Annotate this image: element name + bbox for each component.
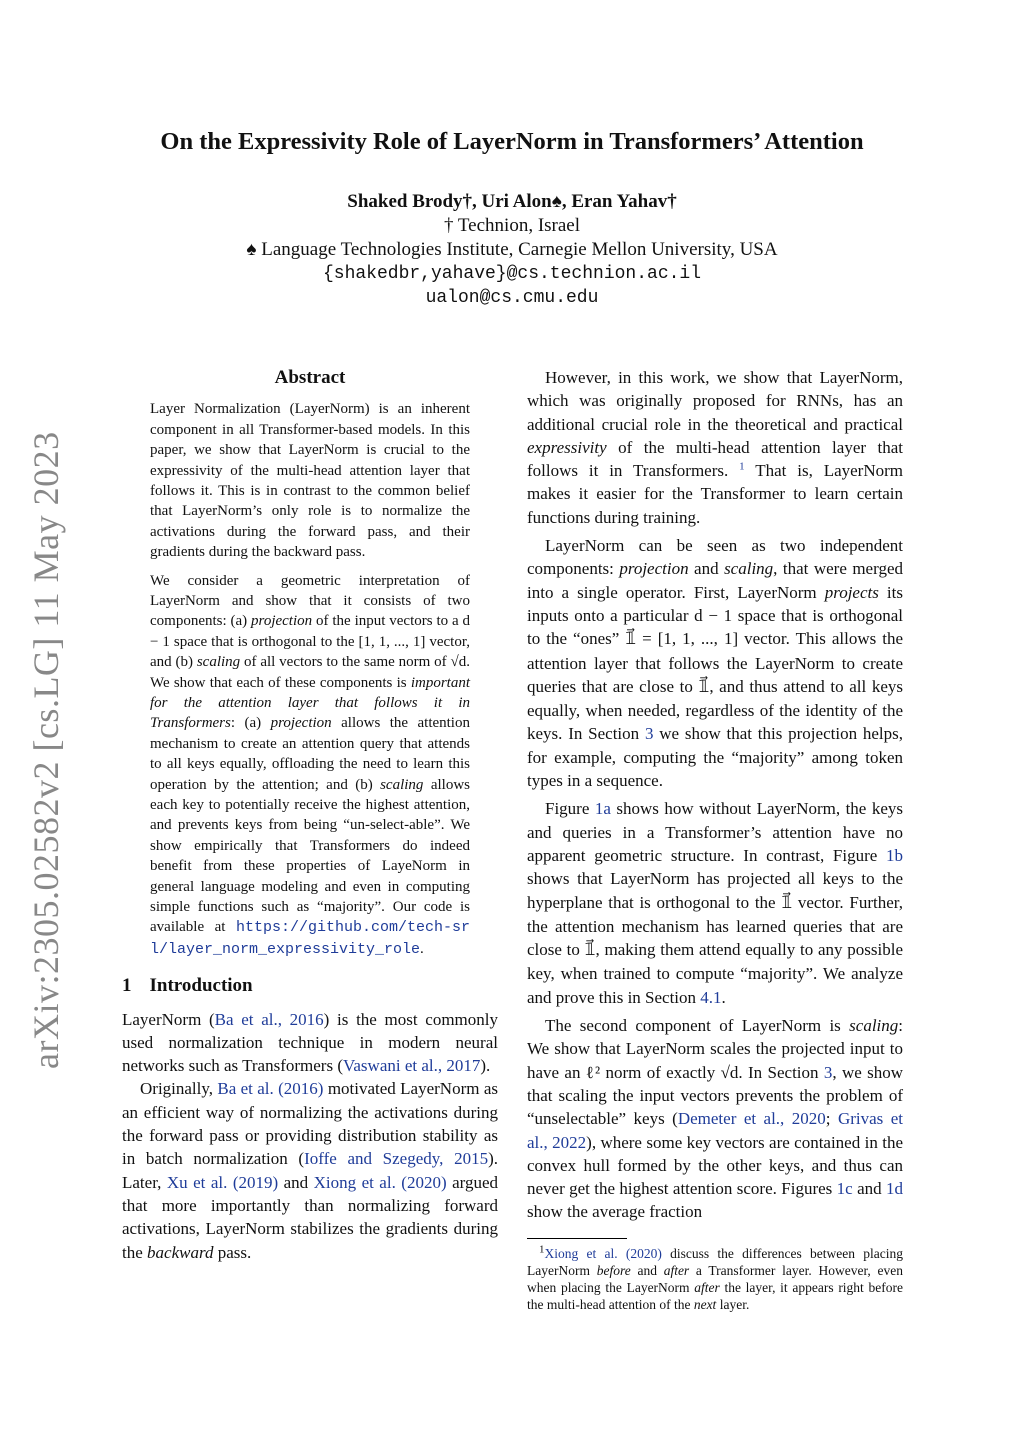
figure-1b-link[interactable]: 1b (886, 845, 903, 865)
abstract-heading: Abstract (274, 367, 346, 388)
section-3-link-b[interactable]: 3 (823, 1062, 833, 1082)
abstract-paragraph-2: We consider a geometric interpretation of LayerNorm and show that it consists of two components: (a) projection of the input vectors to a d − 1 space that is orthogonal to the [1, 1, ..., 1] vector, and (b) scaling of all vectors to the same norm of √d. We show that each of these components is important for the attention layer that follows it in Transformers: (a) projection allows the attention mechanism to create an attention query that attends to all keys equally, offloading the need to learn this operation by the attention; and (b) scaling allows each key to potentially receive the highest attention, and prevents keys from being “un-select-able”. We show empirically that Transformers do indeed benefit from these properties of LayeNorm in general language modeling and even in computing simple functions such as “majority”. Our code is available at https://github.com/tech-srl/layer_norm_expressivity_role. (150, 572, 471, 958)
section-4-1-link[interactable]: 4.1 (700, 987, 722, 1007)
figure-1a-link[interactable]: 1a (594, 799, 611, 819)
section-heading-introduction: 1 Introduction (122, 975, 253, 997)
abstract-paragraph-1: Layer Normalization (LayerNorm) is an inherent component in all Transformer-based models. In this paper, we show that LayerNorm is crucial to the expressivity of the multi-head attention layer that follows it. This is in contrast to the common belief that LayerNorm’s only role is to normalize the activations during the forward pass, and their gradients during the backward pass. (150, 401, 470, 561)
figure-1c-link[interactable]: 1c (836, 1179, 853, 1199)
citation-ioffe-2015[interactable]: Ioffe and Szegedy, 2015 (304, 1149, 489, 1169)
affiliation-cmu: ♠ Language Technologies Institute, Carnegie Mellon University, USA (246, 239, 778, 260)
citation-xu-2019[interactable]: Xu et al. (2019) (166, 1172, 279, 1192)
code-repository-link[interactable]: https://github.com/tech-srl/layer_norm_expressivity_role (150, 919, 470, 958)
right-paragraph-2: LayerNorm can be seen as two independent components: projection and scaling, that were merged into a single operator. First, LayerNorm projects its inputs onto a particular d − 1 space that is orthogonal to the “ones” 𝟙⃗ = [1, 1, ..., 1] vector. This allows the attention layer that follows the LayerNorm to create queries that are close to 𝟙⃗, and thus attend to all keys equally, when needed, regardless of the identity of the keys. In Section 3 we show that this projection helps, for example, computing the “majority” among token types in a sequence. (527, 536, 904, 791)
citation-xiong-2020-footnote[interactable]: Xiong et al. (2020) (544, 1245, 662, 1261)
right-paragraph-1: However, in this work, we show that LayerNorm, which was originally proposed for RNNs, has an additional crucial role in the theoretical and practical expressivity of the multi-head attention layer that follows it in Transformers. $^1$ That is, LayerNorm makes it easier for the Transformer to learn certain functions during training. (527, 368, 904, 527)
citation-ba-2016-b[interactable]: Ba et al. (2016) (217, 1079, 324, 1099)
left-column (122, 366, 498, 1264)
footnote-1: $^1$Xiong et al. (2020) discuss the differences between placing LayerNorm before and after a Transformer layer. However, even when placing the LayerNorm after the layer, it appears right before the multi-head attention of the next layer. (527, 1243, 903, 1312)
affiliation-technion: † Technion, Israel (443, 215, 581, 236)
intro-paragraph-1: LayerNorm (Ba et al., 2016) is the most commonly used normalization technique in modern neural networks such as Transformers (Vaswani et al., 2017). (122, 1009, 498, 1076)
citation-grivas-2022[interactable]: Grivas et al., 2022 (527, 1109, 903, 1152)
author-email-1[interactable]: {shakedbr,yahave}@cs.technion.ac.il (322, 264, 702, 284)
arxiv-identifier-stamp: arXiv:2305.02582v2 [cs.LG] 11 May 2023 (26, 431, 66, 1069)
footnote-1-marker[interactable]: 1 (739, 460, 745, 473)
author-email-2[interactable]: ualon@cs.cmu.edu (425, 288, 599, 308)
author-names: Shaked Brody†, Uri Alon♠, Eran Yahav† (347, 191, 677, 212)
intro-paragraph-2: Originally, Ba et al. (2016) motivated LayerNorm as an efficient way of normalizing the activations during the forward pass or providing distribution stability as in batch normalization (Ioffe and Szegedy, 2015). Later, Xu et al. (2019) and Xiong et al. (2020) argued that more importantly than normalizing forward activations, LayerNorm stabilizes the gradients during the backward pass. (122, 1079, 499, 1262)
citation-xiong-2020[interactable]: Xiong et al. (2020) (313, 1172, 447, 1192)
footnote-separator (527, 1238, 627, 1239)
author-block (90, 190, 934, 310)
citation-demeter-2020[interactable]: Demeter et al., 2020 (677, 1109, 826, 1129)
right-column (527, 366, 903, 1313)
paper-title: On the Expressivity Role of LayerNorm in Transformers’ Attention (160, 128, 864, 155)
citation-ba-2016[interactable]: Ba et al., 2016 (214, 1009, 324, 1029)
section-3-link[interactable]: 3 (644, 724, 654, 744)
right-paragraph-4: The second component of LayerNorm is scaling: We show that LayerNorm scales the projected input to have an ℓ² norm of exactly √d. In Section 3, we show that scaling the input vectors prevents the problem of “unselectable” keys (Demeter et al., 2020; Grivas et al., 2022), where some key vectors are contained in the convex hull formed by the other keys, and thus can never get the highest attention score. Figures 1c and 1d show the average fraction (527, 1016, 904, 1222)
citation-vaswani-2017[interactable]: Vaswani et al., 2017 (342, 1056, 481, 1076)
right-paragraph-3: Figure 1a shows how without LayerNorm, the keys and queries in a Transformer’s attention have no apparent geometric structure. In contrast, Figure 1b shows that LayerNorm has projected all keys to the hyperplane that is orthogonal to the 𝟙⃗ vector. Further, the attention mechanism has learned queries that are close to 𝟙⃗, making them attend equally to any possible key, when trained to compute “majority”. We analyze and prove this in Section 4.1. (527, 799, 903, 1007)
figure-1d-link[interactable]: 1d (886, 1179, 904, 1199)
